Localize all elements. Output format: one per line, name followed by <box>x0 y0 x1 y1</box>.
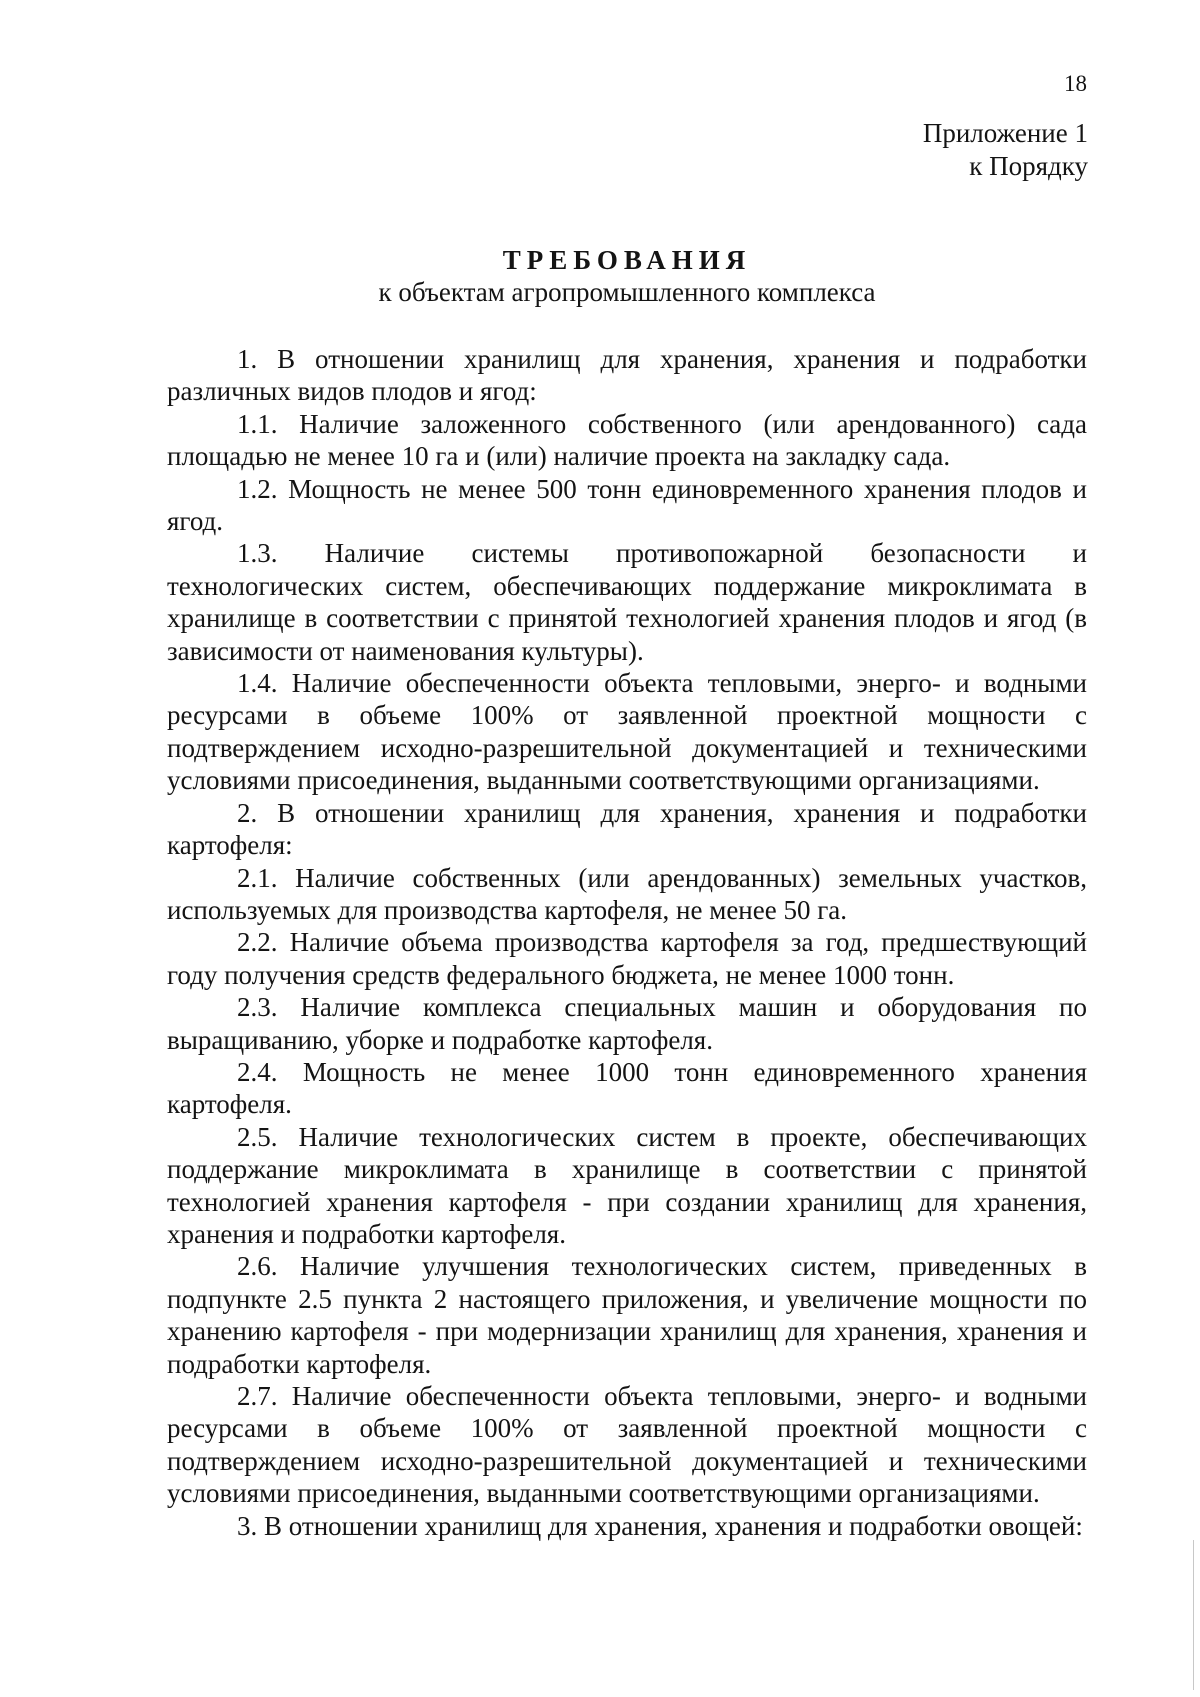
paragraph-1-2: 1.2. Мощность не менее 500 тонн единовременного хранения плодов и ягод. <box>167 473 1087 537</box>
paragraph-1-3: 1.3. Наличие системы противопожарной безопасности и технологических систем, обеспечивающих поддержание микроклимата в хранилище в соответствии с принятой технологией хранения плодов и ягод (в зависимости от наименования культуры). <box>167 538 1087 666</box>
paragraph-3: 3. В отношении хранилищ для хранения, хранения и подработки овощей: <box>237 1510 1083 1541</box>
appendix-reference <box>923 117 1088 183</box>
paragraph-2-7: 2.7. Наличие обеспеченности объекта тепловыми, энерго- и водными ресурсами в объеме 100% от заявленной проектной мощности с подтверждением исходно-разрешительной документацией и техническими условиями присоединения, выданными соответствующими организациями. <box>167 1381 1087 1509</box>
paragraph-2-6: 2.6. Наличие улучшения технологических систем, приведенных в подпункте 2.5 пункта 2 настоящего приложения, и увеличение мощности по хранению картофеля - при модернизации хранилищ для хранения, хранения и подработки картофеля. <box>167 1251 1087 1379</box>
paragraph-2-4: 2.4. Мощность не менее 1000 тонн единовременного хранения картофеля. <box>167 1056 1087 1120</box>
paragraph-2-2: 2.2. Наличие объема производства картофеля за год, предшествующий году получения средств федерального бюджета, не менее 1000 тонн. <box>167 927 1087 990</box>
paragraph-1-4: 1.4. Наличие обеспеченности объекта тепловыми, энерго- и водными ресурсами в объеме 100% от заявленной проектной мощности с подтверждением исходно-разрешительной документацией и техническими условиями присоединения, выданными соответствующими организациями. <box>167 668 1087 796</box>
document-body <box>167 343 1087 1542</box>
paragraph-1-1: 1.1. Наличие заложенного собственного (или арендованного) сада площадью не менее 10 га и (или) наличие проекта на закладку сада. <box>167 408 1087 472</box>
document-subtitle: к объектам агропромышленного комплекса <box>378 277 876 307</box>
appendix-line-1: Приложение 1 <box>922 118 1088 148</box>
page-number: 18 <box>1064 71 1087 96</box>
paragraph-2: 2. В отношении хранилищ для хранения, хранения и подработки картофеля: <box>167 797 1087 861</box>
scan-edge-line <box>1193 1540 1194 1690</box>
document-title: ТРЕБОВАНИЯ <box>502 245 752 275</box>
appendix-line-2: к Порядку <box>969 151 1088 181</box>
paragraph-2-5: 2.5. Наличие технологических систем в проекте, обеспечивающих поддержание микроклимата в хранилище в соответствии с принятой технологией хранения картофеля - при создании хранилищ для хранения, хранения и подработки картофеля. <box>167 1121 1087 1249</box>
paragraph-1: 1. В отношении хранилищ для хранения, хранения и подработки различных видов плодов и ягод: <box>167 344 1087 407</box>
title-block <box>167 244 1087 308</box>
paragraph-2-3: 2.3. Наличие комплекса специальных машин и оборудования по выращиванию, уборке и подработке картофеля. <box>167 992 1087 1055</box>
paragraph-2-1: 2.1. Наличие собственных (или арендованных) земельных участков, используемых для производства картофеля, не менее 50 га. <box>167 862 1087 925</box>
